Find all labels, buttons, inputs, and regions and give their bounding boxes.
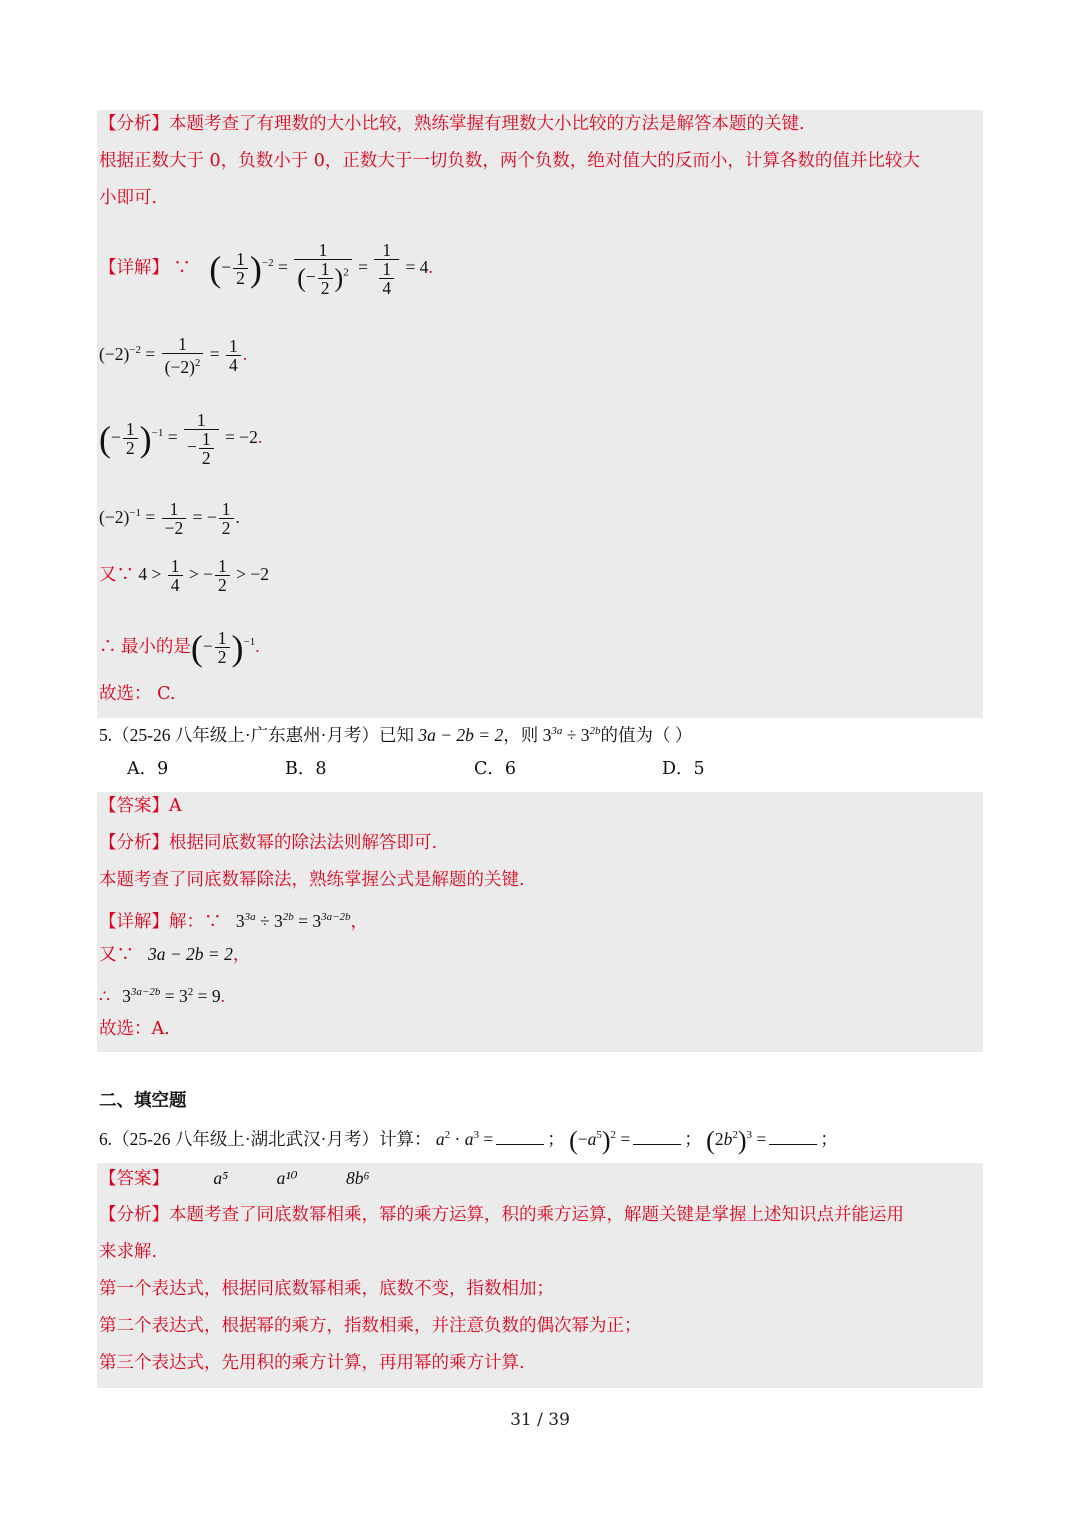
q5-option-d: D．5	[662, 759, 705, 779]
q4-analysis-text: 本题考查了有理数的大小比较，熟练掌握有理数大小比较的方法是解答本题的关键.	[169, 114, 805, 134]
q4-analysis-line-2: 根据正数大于 0，负数小于 0，正数大于一切负数，两个负数，绝对值大的反而小，计算各数的值并比较大	[99, 151, 920, 171]
q5-then: ，则	[503, 724, 539, 745]
q6-method-1: 第一个表达式，根据同底数幂相乘，底数不变，指数相加；	[99, 1279, 554, 1299]
q5-analysis-line-2: 本题考查了同底数幂除法，熟练掌握公式是解题的关键.	[99, 870, 525, 890]
q5-number: 5.	[99, 724, 113, 745]
q5-ask: 的值为（ ）	[600, 724, 693, 745]
q4-choice-line	[99, 682, 175, 706]
q6-analysis-line-2: 来求解.	[99, 1242, 158, 1262]
q4-detail-eq1: 【详解】 ∵ (− $\frac{1}{2}$ )$^{-2}$ = 1 (− $\frac{1}{2}$ )$^2$ = $\frac{1}{\frac{1}{4}}$ = 4.	[99, 239, 433, 298]
q5-source: （25-26 八年级上·广东惠州·月考）已知	[112, 724, 414, 745]
q4-detail-eq3: (− $\frac{1}{2}$ )$^{-1}$ = 1 − $\frac{1}{2}$ = −2.	[99, 409, 263, 468]
q5-option-c: C．6	[474, 759, 517, 779]
q5-answer: A	[169, 796, 182, 816]
q5-choice-line: 故选：A.	[99, 1019, 170, 1039]
also-because: 又∵	[99, 564, 134, 584]
q5-also-line: 又∵ 3a − 2b = 2，	[99, 944, 251, 964]
q6-stem: 6.（25-26 八年级上·湖北武汉·月考）计算： $a^2 \cdot a^3$ = ； $(-a^5)^2$ = ； $(2b^2)^3$ = ；	[99, 1125, 838, 1155]
q4-analysis-line-3: 小即可.	[99, 188, 158, 208]
q4-detail-eq2: $(-2)^{-2}$ = $\frac{1}{(-2)^2}$ = $\frac{1}{4}$ .	[99, 334, 248, 378]
q5-option-a: A．9	[127, 759, 169, 779]
q4-therefore-line: ∴ 最小的是(− $\frac{1}{2}$ )$^{-1}$.	[99, 627, 260, 668]
q5-option-b: B．8	[285, 759, 327, 779]
q6-method-3: 第三个表达式，先用积的乘方计算，再用幂的乘方计算.	[99, 1353, 525, 1373]
q6-answer-3: 8b⁶	[345, 1168, 370, 1188]
section-heading: 二、填空题	[99, 1091, 187, 1111]
q5-therefore-line: ∴ $3^{3a-2b} = 3^2 = 9$.	[99, 985, 225, 1006]
therefore-text: ∴ 最小的是	[99, 635, 191, 656]
page-number: 31 / 39	[510, 1410, 570, 1430]
q4-detail-label: 【详解】	[99, 256, 169, 277]
q4-choice-label: 故选：	[99, 684, 152, 704]
q4-compare-line: 又∵ 4 > $\frac{1}{4}$ > − $\frac{1}{2}$ > −2	[99, 556, 269, 596]
q5-stem: 5.（25-26 八年级上·广东惠州·月考）已知 3a − 2b = 2，则 $3^{3a} \div 3^{2b}$的值为（ ）	[99, 724, 693, 745]
q4-detail-eq4: $(-2)^{-1}$ = $\frac{1}{-2}$ = − $\frac{1}{2}$ .	[99, 499, 240, 539]
q6-analysis-line: 【分析】本题考查了同底数幂相乘，幂的乘方运算，积的乘方运算，解题关键是掌握上述知识点并能运用	[99, 1205, 904, 1225]
q5-answer-line: 【答案】A	[99, 796, 182, 816]
q4-analysis-line	[99, 112, 805, 136]
q5-condition: 3a − 2b = 2	[418, 724, 504, 745]
because-symbol: ∵	[173, 256, 191, 277]
q6-answer-line: 【答案】 a⁵ a¹⁰ 8b⁶	[99, 1168, 370, 1188]
q4-choice: C.	[157, 684, 176, 704]
q6-answer-1: a⁵	[213, 1168, 229, 1188]
q6-method-2: 第二个表达式，根据幂的乘方，指数相乘，并注意负数的偶次幂为正；	[99, 1316, 642, 1336]
q4-analysis-label: 【分析】	[99, 114, 169, 134]
q5-analysis-line: 【分析】根据同底数幂的除法法则解答即可.	[99, 833, 438, 853]
q5-detail-line: 【详解】解：∵ $3^{3a} \div 3^{2b} = 3^{3a-2b}$，	[99, 910, 369, 931]
q6-answer-2: a¹⁰	[276, 1168, 298, 1188]
